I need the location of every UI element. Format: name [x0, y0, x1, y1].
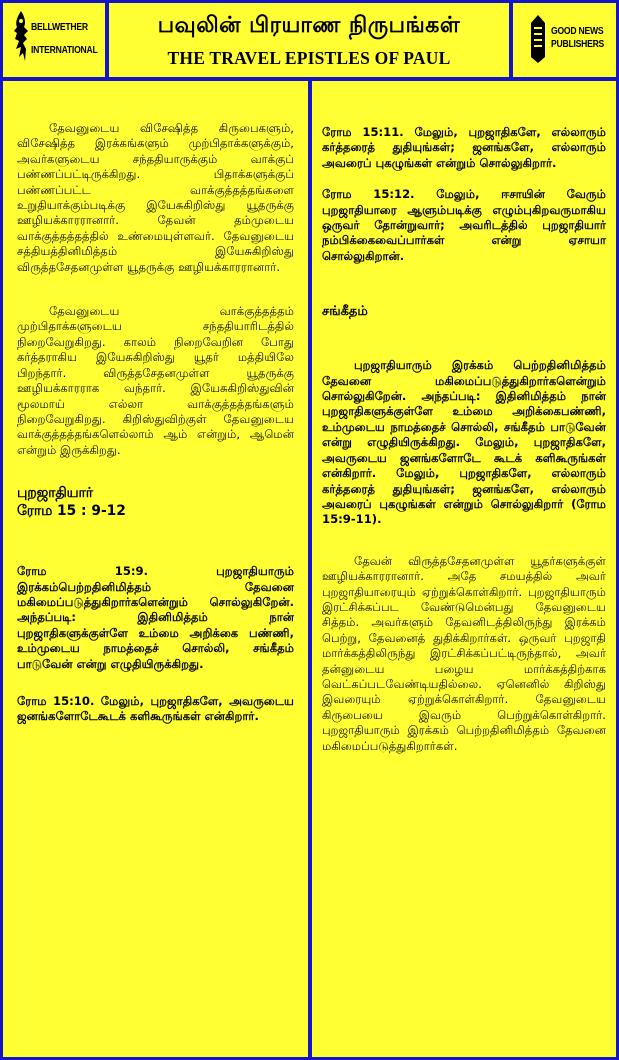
logo-line-2: PUBLISHERS — [551, 38, 605, 50]
book-logo-icon — [527, 13, 549, 65]
logo-line-1: GOOD NEWS — [551, 25, 604, 37]
intro-paragraph-1: தேவனுடைய விசேஷித்த கிருபைகளும், விசேஷித்த இரக்கங்களும் முற்பிதாக்களுக்கும், அவர்களுடைய சந்ததியாருக்கும் வாக்குப் பண்ணப்பட்டிருக்கிறது. பிதாக்களுக்குப் பண்ணப்பட்ட வாக்குத்தத்தங்களை உறுதியாக்கும்படிக்கு இயேசுகிறிஸ்து யூதருக்கு ஊழியக்காரரானார். தேவன் தம்முடைய வாக்குத்தத்தத்தில் உண்மையுள்ளவர். தேவனுடைய சத்தியத்தினிமித்தம் இயேசுகிறிஸ்து விருத்தசேதனமுள்ள யூதருக்கு ஊழியக்காரரானார். — [17, 121, 294, 274]
psalm-paragraph: புறஜாதியாரும் இரக்கம் பெற்றதினிமித்தம் தேவனை மகிமைப்படுத்துகிறார்களென்றும் சொல்லுகிறேன். அந்தப்படி: இதினிமித்தம் நான் புறஜாதிகளுக்குள்ளே உம்மை அறிக்கைபண்ணி, உம்முடைய நாமத்தைச் சொல்லி, சங்கீதம் பாடுவேன் என்று எழுதியிருக்கிறது. மேலும், புறஜாதிகளே, அவருடைய ஜனங்களோடே கூடக் களிகூருங்கள் என்கிறார். மேலும், புறஜாதிகளே, எல்லாரும் கர்த்தரைத் துதியுங்கள்; ஜனங்களே, எல்லாரும் அவரைப் புகழுங்கள் என்றும் சொல்லுகிறார் (ரோம 15:9-11). — [322, 358, 606, 527]
title-english: THE TRAVEL EPISTLES OF PAUL — [167, 48, 451, 68]
logo-line-2: INTERNATIONAL — [31, 44, 98, 56]
right-column — [312, 81, 616, 1057]
heading-line-2: ரோம 15 : 9-12 — [17, 503, 126, 520]
verse-15-12: ரோம 15:12. மேலும், ஈசாயின் வேரும் புறஜாதியாரை ஆளும்படிக்கு எழும்புகிறவருமாகிய ஒருவர் தோன்றுவார்; அவரிடத்தில் புறஜாதியார் நம்பிக்கைவைப்பார்கள் என்று ஏசாயா சொல்லுகிறான். — [322, 187, 606, 263]
closing-paragraph: தேவன் விருத்தசேதனமுள்ள யூதர்களுக்குள் ஊழியக்காரரானார். அதே சமயத்தில் அவர் புறஜாதியாரையும் ஏற்றுக்கொள்கிறார். புறஜாதியாரும் இரட்சிக்கப்பட வேண்டுமென்பது தேவனுடைய சித்தம். அவர்களும் தேவனிடத்திலிருந்து இரக்கம் பெற்று, தேவனைத் துதிக்கிறார்கள். ஒருவர் புறஜாதி மார்க்கத்திலிருந்து இரட்சிக்கப்பட்டிருந்தால், அவர் தன்னுடைய பழைய மார்க்கத்திற்காக வெட்கப்படவேண்டியதில்லை. ஏனெனில் கிறிஸ்து இவரையும் ஏற்றுக்கொள்கிறார். தேவனுடைய கிருபையை இவரும் பெற்றுக்கொள்கிறார். புறஜாதியாரும் இரக்கம் பெற்றதினிமித்தம் தேவனை மகிமைப்படுத்துகிறார்கள். — [322, 553, 606, 753]
left-column — [3, 81, 308, 1057]
good-news-logo-box — [513, 3, 616, 77]
title-box — [109, 3, 509, 77]
psalm-heading: சங்கீதம் — [322, 304, 368, 320]
section-heading — [17, 484, 294, 520]
heading-line-1: புறஜாதியார் — [17, 485, 93, 502]
verse-15-11: ரோம 15:11. மேலும், புறஜாதிகளே, எல்லாரும் கர்த்தரைத் துதியுங்கள்; ஜனங்களே, எல்லாரும் அவரைப் புகழுங்கள் என்றும் சொல்லுகிறார். — [322, 125, 606, 170]
bellwether-sheep-logo-icon — [11, 9, 31, 63]
bellwether-logo-box — [3, 3, 105, 77]
title-tamil: பவுலின் பிரயாண நிருபங்கள் — [157, 13, 461, 38]
verse-15-9: ரோம 15:9. புறஜாதியாரும் இரக்கம்பெற்றதினிமித்தம் தேவனை மகிமைப்படுத்துகிறார்களென்றும் சொல்லுகிறேன். அந்தப்படி: இதினிமித்தம் நான் புறஜாதிகளுக்குள்ளே உம்மை அறிக்கை பண்ணி, உம்முடைய நாமத்தைச் சொல்லி, சங்கீதம் பாடுவேன் என்று எழுதியிருக்கிறது. — [17, 564, 294, 671]
intro-paragraph-2: தேவனுடைய வாக்குத்தத்தம் முற்பிதாக்களுடைய சந்ததியாரிடத்தில் நிறைவேறுகிறது. காலம் நிறைவேறின போது கர்த்தராகிய இயேசுகிறிஸ்து யூதர் மத்தியிலே பிறந்தார். விருத்தசேதனமுள்ள யூதருக்கு ஊழியக்காரராக வந்தார். இயேசுகிறிஸ்துவின் மூலமாய் எல்லா வாக்குத்தத்தங்களும் நிறைவேறுகிறது. கிறிஸ்துவிற்குள் தேவனுடைய வாக்குத்தத்தங்களெல்லாம் ஆம் என்றும், ஆமென் என்றும் இருக்கிறது. — [17, 304, 294, 457]
verse-15-10: ரோம 15:10. மேலும், புறஜாதிகளே, அவருடைய ஜனங்களோடேகூடக் களிகூருங்கள் என்கிறார். — [17, 693, 294, 724]
logo-line-1: BELLWETHER — [31, 21, 88, 33]
